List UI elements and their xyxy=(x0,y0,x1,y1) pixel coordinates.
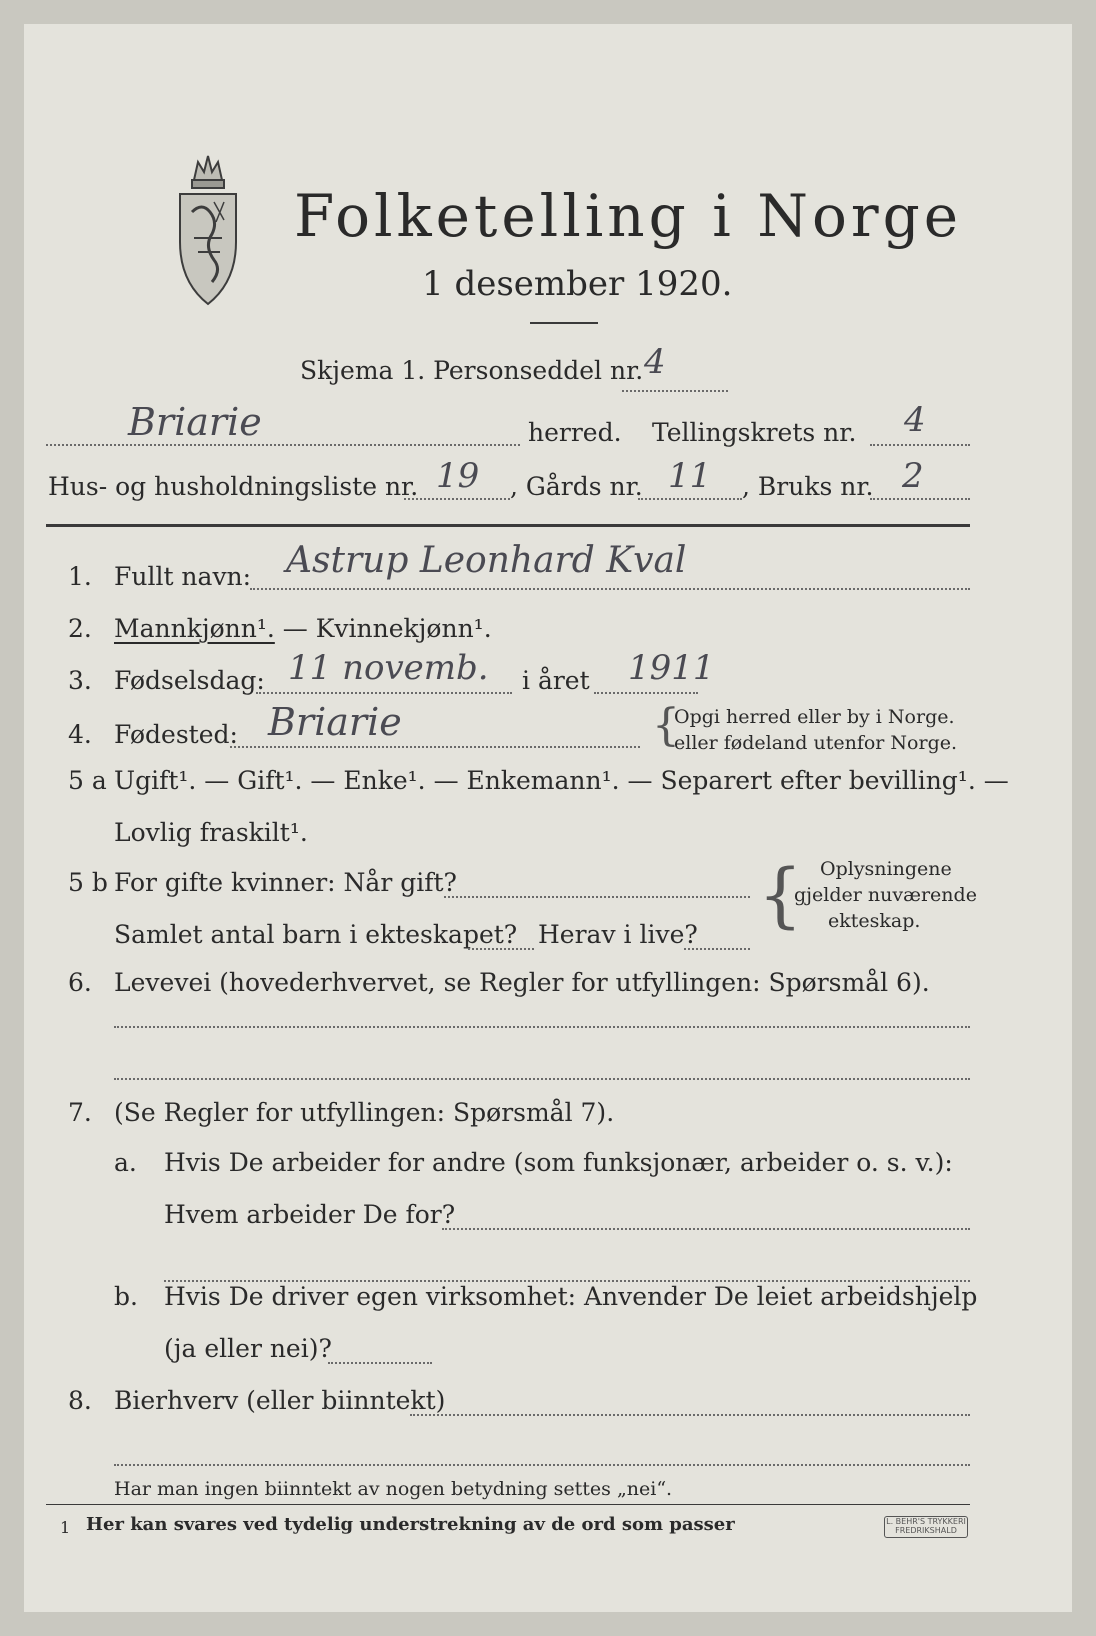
q7-label: (Se Regler for utfyllingen: Spørsmål 7). xyxy=(114,1098,615,1127)
q3-year-value[interactable]: 1911 xyxy=(628,648,715,688)
tellingskrets-line xyxy=(870,444,970,446)
q4-label: Fødested: xyxy=(114,720,238,749)
q1-number: 1. xyxy=(68,562,92,591)
tellingskrets-value[interactable]: 4 xyxy=(904,400,926,440)
q7a-employer-label: Hvem arbeider De for? xyxy=(164,1200,456,1229)
husliste-label: Hus- og husholdningsliste nr. xyxy=(48,472,419,501)
q4-line xyxy=(230,746,640,748)
footnote-mark: 1 xyxy=(60,1518,71,1537)
q4-value[interactable]: Briarie xyxy=(268,700,402,744)
q7-number: 7. xyxy=(68,1098,92,1127)
q3-number: 3. xyxy=(68,666,92,695)
q5a-number: 5 a xyxy=(68,766,107,795)
q3-label: Fødselsdag: xyxy=(114,666,265,695)
q7a-question: Hvis De arbeider for andre (som funksjonær, arbeider o. s. v.): xyxy=(164,1148,953,1177)
q4-note-2: eller fødeland utenfor Norge. xyxy=(674,732,958,754)
form-date: 1 desember 1920. xyxy=(422,264,733,304)
q7b-answer-label: (ja eller nei)? xyxy=(164,1334,332,1363)
schema-value[interactable]: 4 xyxy=(644,342,666,382)
q2-separator: — xyxy=(274,614,316,643)
q4-brace: { xyxy=(652,700,680,751)
q5a-options[interactable]: Ugift¹. — Gift¹. — Enke¹. — Enkemann¹. — Separert efter bevilling¹. — xyxy=(114,766,1009,795)
q8-line xyxy=(410,1414,970,1416)
q6-line-1 xyxy=(114,1026,970,1028)
q6-number: 6. xyxy=(68,968,92,997)
schema-label: Skjema 1. Personseddel nr. xyxy=(300,356,644,385)
q8-label: Bierhverv (eller biinntekt) xyxy=(114,1386,446,1415)
q5b-number: 5 b xyxy=(68,868,108,897)
q5b-brace: { xyxy=(758,854,803,936)
q7a-number: a. xyxy=(114,1148,137,1177)
bruks-label: , Bruks nr. xyxy=(742,472,874,501)
q4-note-1: Opgi herred eller by i Norge. xyxy=(674,706,955,728)
q3-value[interactable]: 11 novemb. xyxy=(288,648,489,688)
q5b-children-label: Samlet antal barn i ekteskapet? xyxy=(114,920,518,949)
q7a-employer-line xyxy=(442,1228,970,1230)
q1-value[interactable]: Astrup Leonhard Kval xyxy=(286,540,687,581)
q7b-question: Hvis De driver egen virksomhet: Anvender De leiet arbeidshjelp xyxy=(164,1282,978,1311)
q5b-note-1: Oplysningene xyxy=(820,858,952,880)
q1-label: Fullt navn: xyxy=(114,562,252,591)
census-form xyxy=(24,24,1072,1612)
biinntekt-note: Har man ingen biinntekt av nogen betydning settes „nei“. xyxy=(114,1478,673,1500)
q5b-alive-line xyxy=(684,948,750,950)
q2-male-option[interactable]: Mannkjønn¹. xyxy=(114,614,275,643)
q4-number: 4. xyxy=(68,720,92,749)
q2-number: 2. xyxy=(68,614,92,643)
bruks-value[interactable]: 2 xyxy=(902,456,924,496)
herred-label: herred. xyxy=(528,418,622,447)
q7b-number: b. xyxy=(114,1282,138,1311)
q5b-note-3: ekteskap. xyxy=(828,910,921,932)
herred-line xyxy=(46,444,520,446)
form-title: Folketelling i Norge xyxy=(294,182,963,250)
q5b-when-married: For gifte kvinner: Når gift? xyxy=(114,868,457,897)
coat-of-arms-icon xyxy=(164,142,252,322)
q6-label: Levevei (hovederhvervet, se Regler for utfyllingen: Spørsmål 6). xyxy=(114,968,930,997)
header-rule xyxy=(46,524,970,527)
q8-line-2 xyxy=(114,1464,970,1466)
gards-value[interactable]: 11 xyxy=(668,456,712,496)
q3-year-line xyxy=(594,692,698,694)
q2-options[interactable] xyxy=(114,614,492,643)
printer-stamp-line-2: FREDRIKSHALD xyxy=(895,1526,957,1535)
schema-line xyxy=(622,390,728,392)
q2-female-option[interactable]: Kvinnekjønn¹. xyxy=(315,614,492,643)
q1-line xyxy=(250,588,970,590)
q5a-options-cont[interactable]: Lovlig fraskilt¹. xyxy=(114,818,308,847)
q6-line-2 xyxy=(114,1078,970,1080)
q5b-alive-label: Herav i live? xyxy=(538,920,698,949)
husliste-line xyxy=(404,498,510,500)
gards-line xyxy=(638,498,742,500)
gards-label: , Gårds nr. xyxy=(510,472,643,501)
q8-number: 8. xyxy=(68,1386,92,1415)
q5b-note-2: gjelder nuværende xyxy=(794,884,977,906)
q5b-when-line xyxy=(444,896,750,898)
footnote-text: Her kan svares ved tydelig understrekning av de ord som passer xyxy=(86,1514,735,1535)
title-divider xyxy=(530,322,598,324)
q3-year-label: i året xyxy=(522,666,590,695)
printer-stamp-line-1: L. BEHR'S TRYKKERI xyxy=(886,1517,966,1526)
bruks-line xyxy=(870,498,970,500)
q7b-answer-line xyxy=(328,1362,432,1364)
printer-stamp xyxy=(884,1516,968,1538)
footnote-rule xyxy=(46,1504,970,1505)
tellingskrets-label: Tellingskrets nr. xyxy=(652,418,857,447)
q5b-children-line xyxy=(468,948,534,950)
herred-value[interactable]: Briarie xyxy=(128,400,262,444)
husliste-value[interactable]: 19 xyxy=(436,456,480,496)
q3-line xyxy=(256,692,512,694)
